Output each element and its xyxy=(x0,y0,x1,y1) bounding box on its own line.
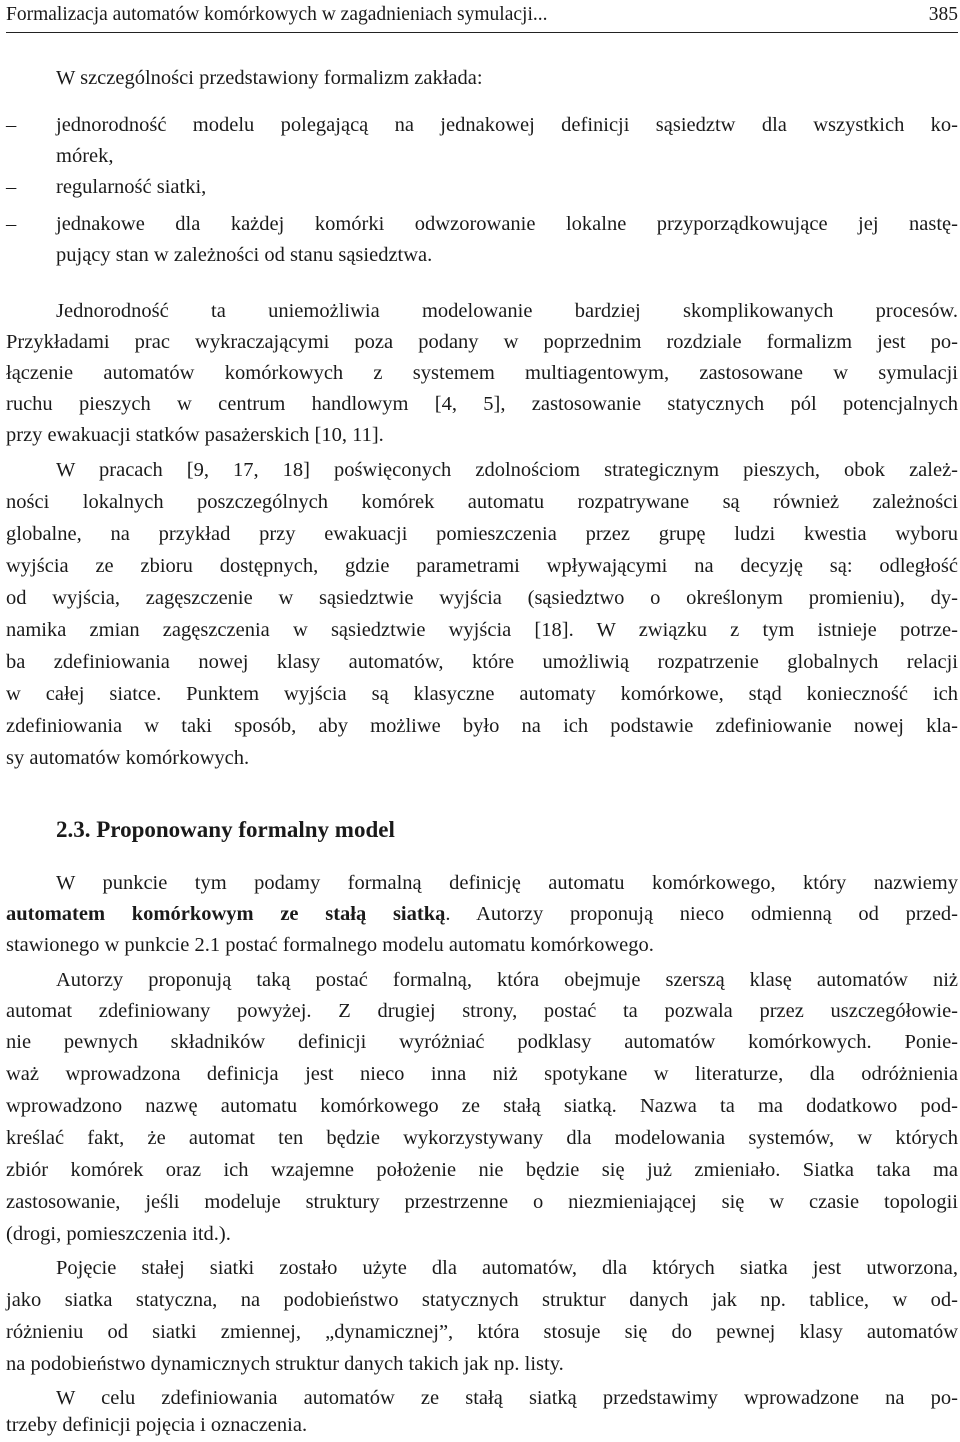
paragraph-line: ności lokalnych poszczególnych komórek automatu rozpatrywane są również zależności xyxy=(6,491,958,513)
paragraph-line: wyjścia ze zbioru dostępnych, gdzie parametrami wpływającymi na decyzję są: odległość xyxy=(6,555,958,577)
paragraph-line: W pracach [9, 17, 18] poświęconych zdolnościom strategicznym pieszych, obok zależ- xyxy=(56,459,958,481)
section-title: Proponowany formalny model xyxy=(96,817,395,842)
paragraph-line: (drogi, pomieszczenia itd.). xyxy=(6,1223,231,1245)
list-item-text: jednakowe dla każdej komórki odwzorowanie lokalne przyporządkowujące jej nastę- xyxy=(56,213,958,235)
paragraph-line: zastosowanie, jeśli modeluje struktury przestrzenne o niezmieniającej się w czasie topologii xyxy=(6,1191,958,1213)
list-dash: – xyxy=(6,176,17,198)
paragraph-line: kreślać fakt, że automat ten będzie wykorzystywany dla modelowania systemów, w których xyxy=(6,1127,958,1149)
paragraph-line: globalne, na przykład przy ewakuacji pomieszczenia przez grupę ludzi kwestia wyboru xyxy=(6,523,958,545)
list-dash: – xyxy=(6,114,17,136)
paragraph-line: stawionego w punkcie 2.1 postać formalnego modelu automatu komórkowego. xyxy=(6,934,654,956)
paragraph-line: wprowadzono nazwę automatu komórkowego ze stałą siatką. Nazwa ta ma dodatkowo pod- xyxy=(6,1095,958,1117)
page-number: 385 xyxy=(928,4,958,25)
running-title: Formalizacja automatów komórkowych w zagadnieniach symulacji... xyxy=(6,4,548,25)
paragraph-line: ruchu pieszych w centrum handlowym [4, 5], zastosowanie statycznych pól potencjalnych xyxy=(6,393,958,415)
paragraph-line: W punkcie tym podamy formalną definicję automatu komórkowego, który nazwiemy xyxy=(56,872,958,894)
paragraph-line: zdefiniowania w taki sposób, aby możliwe było na ich podstawie zdefiniowanie nowej kla- xyxy=(6,715,958,737)
paragraph-line: nie pewnych składników definicji wyróżniać podklasy automatów komórkowych. Ponie- xyxy=(6,1031,958,1053)
paragraph-line: zbiór komórek oraz ich wzajemne położenie nie będzie się już zmieniało. Siatka taka ma xyxy=(6,1159,958,1181)
intro-line: W szczególności przedstawiony formalizm zakłada: xyxy=(56,67,483,89)
paragraph-line: różnieniu od siatki zmiennej, „dynamicznej”, która stosuje się do pewnej klasy automatów xyxy=(6,1321,958,1343)
paragraph-line: waż wprowadzona definicja jest nieco inna niż spotykane w literaturze, dla odróżnienia xyxy=(6,1063,958,1085)
list-item-continuation: pujący stan w zależności od stanu sąsiedztwa. xyxy=(56,244,433,266)
paragraph-line: namika zmian zagęszczenia w sąsiedztwie wyjścia [18]. W związku z tym istnieje potrze- xyxy=(6,619,958,641)
section-number: 2.3. xyxy=(56,817,91,842)
paragraph-line: sy automatów komórkowych. xyxy=(6,747,250,769)
paragraph-line: trzeby definicji pojęcia i oznaczenia. xyxy=(6,1414,308,1436)
paragraph-line xyxy=(6,899,958,930)
list-item-continuation: mórek, xyxy=(56,145,114,167)
defined-term: automatem komórkowym ze stałą siatką xyxy=(6,903,446,925)
paragraph-line: Autorzy proponują taką postać formalną, która obejmuje szerszą klasę automatów niż xyxy=(56,969,958,991)
paragraph-line: W celu zdefiniowania automatów ze stałą siatką przedstawimy wprowadzone na po- xyxy=(56,1387,958,1409)
paragraph-line: od wyjścia, zagęszczenie w sąsiedztwie wyjścia (sąsiedztwo o określonym promieniu), dy- xyxy=(6,587,958,609)
list-item xyxy=(6,110,958,141)
list-item xyxy=(6,172,958,203)
section-heading xyxy=(6,814,958,845)
paragraph-line: w całej siatce. Punktem wyjścia są klasyczne automaty komórkowe, stąd konieczność ich xyxy=(6,683,958,705)
list-item-text: regularność siatki, xyxy=(56,176,207,198)
list-item xyxy=(6,209,958,240)
paragraph-line: ba zdefiniowania nowej klasy automatów, które umożliwią rozpatrzenie globalnych relacji xyxy=(6,651,958,673)
paragraph-line: przy ewakuacji statków pasażerskich [10, 11]. xyxy=(6,424,384,446)
paragraph-line: Jednorodność ta uniemożliwia modelowanie bardziej skomplikowanych procesów. xyxy=(56,300,958,322)
paragraph-line: na podobieństwo dynamicznych struktur danych takich jak np. listy. xyxy=(6,1353,564,1375)
paragraph-line: Przykładami prac wykraczającymi poza podany w poprzednim rozdziale formalizm jest po- xyxy=(6,331,958,353)
paragraph-line: jako siatka statyczna, na podobieństwo statycznych struktur danych jak np. tablice, w od- xyxy=(6,1289,958,1311)
list-dash: – xyxy=(6,213,17,235)
paragraph-line-rest: . Autorzy proponują nieco odmienną od przed- xyxy=(445,903,958,925)
running-header xyxy=(6,2,958,33)
list-item-text: jednorodność modelu polegającą na jednakowej definicji sąsiedztw dla wszystkich ko- xyxy=(56,114,958,136)
paragraph-line: Pojęcie stałej siatki zostało użyte dla automatów, dla których siatka jest utworzona, xyxy=(56,1257,958,1279)
paragraph-line: automat zdefiniowany powyżej. Z drugiej strony, postać ta pozwala przez uszczegółowie- xyxy=(6,1000,958,1022)
paragraph-line: łączenie automatów komórkowych z systemem multiagentowym, zastosowane w symulacji xyxy=(6,362,958,384)
